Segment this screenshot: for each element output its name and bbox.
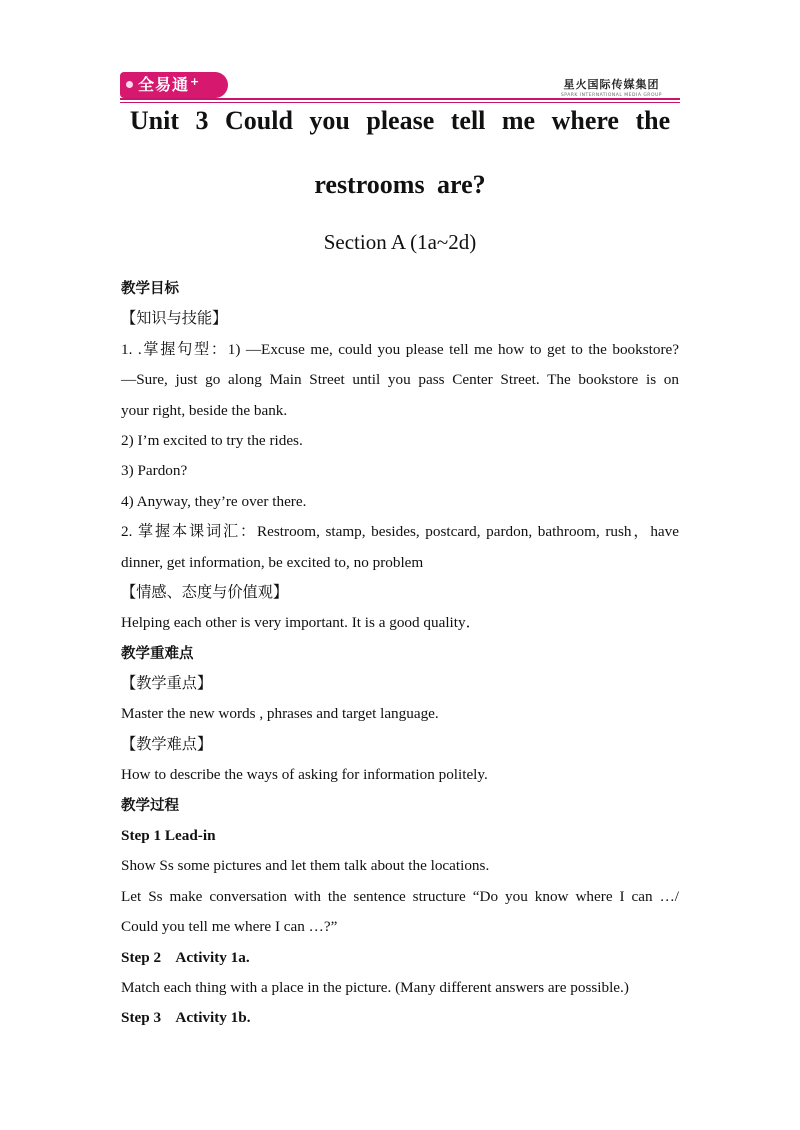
body-line: 3) Pardon?: [121, 462, 188, 480]
brand-name-en: SPARK INTERNATIONAL MEDIA GROUP: [560, 93, 662, 98]
section-subtitle: Section A (1a~2d): [323, 230, 477, 254]
body-line: —Sure, just go along Main Street until you pass Center Street. The bookstore is on: [121, 371, 679, 389]
body-line: 4) Anyway, they’re over there.: [121, 492, 307, 510]
heading-key-difficult-points: 教学重难点: [121, 645, 194, 662]
brand-name-cn: 星火国际传媒集团: [563, 78, 660, 91]
brand-mark: [561, 76, 662, 98]
body-line: Helping each other is very important. It is a good quality．: [121, 614, 481, 632]
subheading-difficult-points: 【教学难点】: [121, 735, 213, 753]
lesson-body: [121, 274, 679, 1034]
body-line: Let Ss make conversation with the sentence structure “Do you know where I can …/: [121, 887, 679, 905]
body-line: your right, beside the bank.: [121, 401, 288, 419]
logo-text: 全易通: [138, 75, 190, 94]
subheading-emotion-values: 【情感、态度与价值观】: [121, 583, 289, 601]
body-line: 2. 掌握本课词汇：Restroom, stamp, besides, postcard, pardon, bathroom, rush，have: [121, 523, 679, 541]
logo-dot-icon: [126, 81, 133, 88]
step-heading: Step 1 Lead-in: [121, 827, 216, 845]
body-line: Could you tell me where I can …?”: [121, 918, 338, 936]
body-line: Master the new words , phrases and target language.: [121, 705, 439, 723]
body-line: 2) I’m excited to try the rides.: [121, 431, 303, 449]
heading-teaching-process: 教学过程: [121, 797, 179, 814]
heading-teaching-goals: 教学目标: [121, 281, 179, 297]
unit-title-line-2: restrooms are?: [314, 170, 486, 199]
body-line: 1. .掌握句型：1) —Excuse me, could you please tell me how to get to the bookstore?: [121, 340, 679, 358]
unit-title-line-1: Unit 3 Could you please tell me where the: [129, 106, 671, 135]
publisher-logo: [120, 72, 228, 98]
subheading-key-points: 【教学重点】: [121, 675, 213, 693]
body-line: Show Ss some pictures and let them talk about the locations.: [121, 857, 490, 875]
body-line: dinner, get information, be excited to, no problem: [121, 553, 424, 571]
body-line: How to describe the ways of asking for information politely.: [121, 766, 488, 784]
header-rule: [120, 98, 680, 100]
body-line: Match each thing with a place in the picture. (Many different answers are possible.): [121, 978, 629, 996]
header-rule-thin: [120, 102, 680, 103]
subheading-knowledge-skills: 【知识与技能】: [121, 310, 228, 328]
step-heading: Step 3 Activity 1b.: [121, 1009, 251, 1027]
step-heading: Step 2 Activity 1a.: [121, 948, 250, 966]
logo-plus: +: [190, 75, 201, 88]
